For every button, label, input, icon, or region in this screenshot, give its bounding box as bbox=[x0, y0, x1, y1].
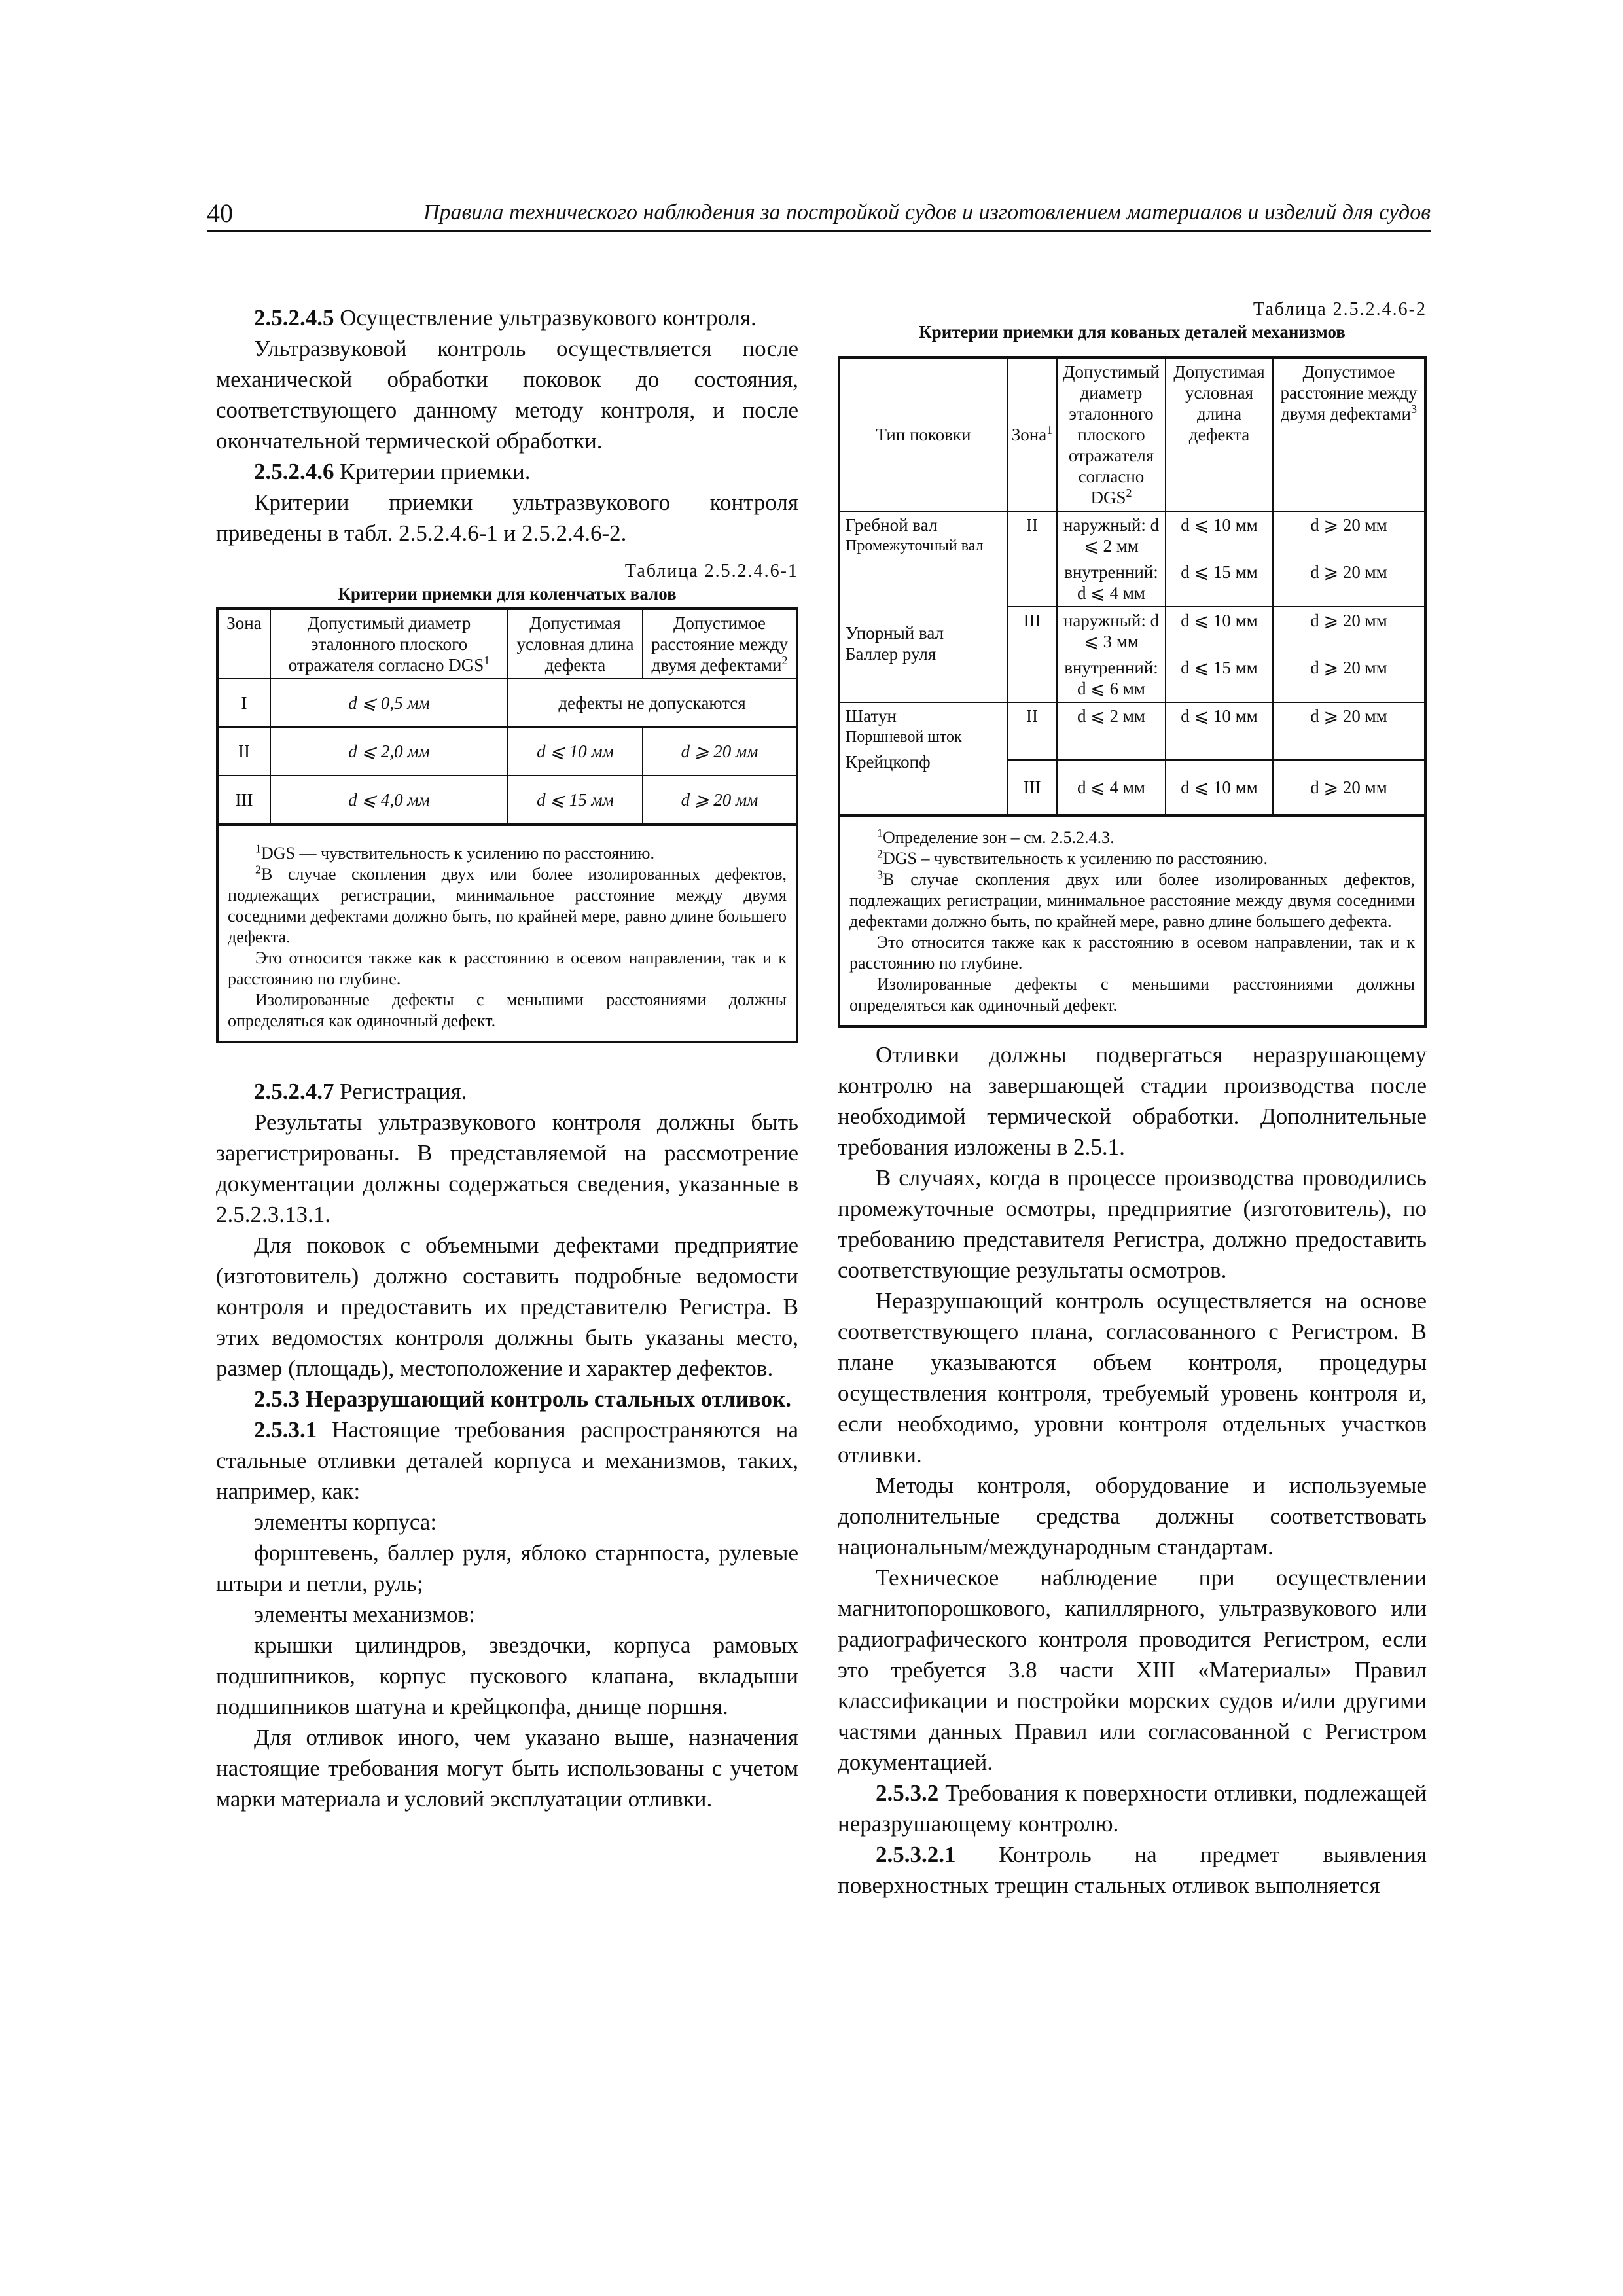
table-row bbox=[840, 607, 1424, 655]
section-title: Осуществление ультразвукового контроля. bbox=[334, 305, 757, 331]
section-heading bbox=[216, 1076, 798, 1107]
cell-length: d ⩽ 10 мм bbox=[508, 727, 643, 776]
footnote-text: В случае скопления двух или более изолированных дефектов, подлежащих регистрации, минимальное расстояние между двумя соседними дефектами должно быть, по крайней мере, равно длине большего дефекта. bbox=[228, 865, 787, 946]
cell-distance: d ⩾ 20 мм bbox=[1273, 607, 1424, 655]
section-number: 2.5.2.4.6 bbox=[254, 459, 334, 484]
table-1 bbox=[216, 607, 798, 1043]
cell-zone: II bbox=[1007, 702, 1057, 760]
header-length: Допустимая условная длина дефекта bbox=[1166, 359, 1273, 511]
type-label: Шатун bbox=[846, 706, 897, 726]
section-number: 2.5.3.1 bbox=[254, 1417, 317, 1443]
footnote-mark: 3 bbox=[877, 868, 883, 882]
cell-distance: d ⩾ 20 мм bbox=[643, 727, 796, 776]
cell-distance: d ⩾ 20 мм bbox=[1273, 702, 1424, 760]
cell-length: d ⩽ 15 мм bbox=[508, 776, 643, 824]
footnote-mark: 1 bbox=[877, 826, 883, 840]
cell-zone: III bbox=[1007, 607, 1057, 702]
table-row bbox=[840, 702, 1424, 760]
footnote: Это относится также как к расстоянию в осевом направлении, так и к расстоянию по глубине. bbox=[228, 948, 787, 988]
type-label: Баллер руля bbox=[846, 644, 936, 664]
footnote-mark: 1 bbox=[255, 842, 261, 855]
cell-distance: d ⩾ 20 мм bbox=[1273, 760, 1424, 815]
header-distance-text: Допустимое расстояние между двумя дефектами bbox=[1280, 362, 1418, 423]
cell-diameter: d ⩽ 4,0 мм bbox=[270, 776, 508, 824]
table-row bbox=[219, 776, 796, 824]
paragraph: Неразрушающий контроль осуществляется на основе соответствующего плана, согласованного с Регистром. В плане указываются объем контроля, процедуры осуществления контроля, требуемый уровень контроля и, если необходимо, уровни контроля отдельных участков отливки. bbox=[838, 1288, 1427, 1467]
paragraph: Для поковок с объемными дефектами предприятие (изготовитель) должно составить подробные ведомости контроля и предоставить их представителю Регистра. В этих ведомостях контроля должны быть указаны место, размер (площадь), местоположение и характер дефектов. bbox=[216, 1232, 798, 1381]
cell-merged: дефекты не допускаются bbox=[508, 679, 796, 727]
footnote-ref: 1 bbox=[1046, 423, 1053, 437]
type-label: Промежуточный вал bbox=[846, 537, 984, 554]
footnote-text: Определение зон – см. 2.5.2.4.3. bbox=[883, 828, 1115, 847]
cell-distance: d ⩾ 20 мм bbox=[1273, 511, 1424, 559]
paragraph: Отливки должны подвергаться неразрушающему контролю на завершающей стадии производства после необходимой термической обработки. Дополнительные требования изложены в 2.5.1. bbox=[838, 1042, 1427, 1160]
cell-length: d ⩽ 10 мм bbox=[1166, 702, 1273, 760]
table-notes bbox=[840, 816, 1424, 1025]
table-1-grid bbox=[219, 610, 796, 825]
cell-diameter: наружный: d ⩽ 2 мм bbox=[1057, 511, 1166, 559]
footnote bbox=[228, 864, 787, 948]
cell-length: d ⩽ 10 мм bbox=[1166, 511, 1273, 559]
cell-zone: III bbox=[1007, 760, 1057, 815]
cell-type bbox=[840, 702, 1007, 815]
cell-diameter: d ⩽ 2,0 мм bbox=[270, 727, 508, 776]
header-distance bbox=[1273, 359, 1424, 511]
header-type: Тип поковки bbox=[840, 359, 1007, 511]
section-text: Требования к поверхности отливки, подлежащей неразрушающему контролю. bbox=[838, 1780, 1427, 1837]
footnote bbox=[849, 848, 1415, 869]
paragraph: Для отливок иного, чем указано выше, назначения настоящие требования могут быть использованы с учетом марки материала и условий эксплуатации отливки. bbox=[216, 1725, 798, 1812]
footnote-text: DGS – чувствительность к усилению по расстоянию. bbox=[883, 849, 1268, 868]
footnote: Это относится также как к расстоянию в осевом направлении, так и к расстоянию по глубине. bbox=[849, 933, 1415, 973]
table-2-grid bbox=[840, 359, 1424, 816]
paragraph: Методы контроля, оборудование и используемые дополнительные средства должны соответствовать национальным/международным стандартам. bbox=[838, 1473, 1427, 1560]
table-header-row bbox=[840, 359, 1424, 511]
paragraph: Результаты ультразвукового контроля должны быть зарегистрированы. В представляемой на рассмотрение документации должны содержаться сведения, указанные в 2.5.2.3.13.1. bbox=[216, 1109, 798, 1227]
page-header bbox=[207, 196, 1431, 232]
header-distance-text: Допустимое расстояние между двумя дефектами bbox=[651, 613, 788, 675]
table-2 bbox=[838, 356, 1427, 1028]
cell-length: d ⩽ 15 мм bbox=[1166, 655, 1273, 702]
list-item: элементы корпуса: bbox=[254, 1509, 437, 1535]
paragraph: Критерии приемки ультразвукового контроля приведены в табл. 2.5.2.4.6-1 и 2.5.2.4.6-2. bbox=[216, 490, 798, 546]
cell-distance: d ⩾ 20 мм bbox=[1273, 559, 1424, 607]
section-heading bbox=[838, 1778, 1427, 1839]
footnote bbox=[849, 869, 1415, 932]
cell-diameter: наружный: d ⩽ 3 мм bbox=[1057, 607, 1166, 655]
section-heading bbox=[216, 302, 798, 333]
table-row bbox=[219, 727, 796, 776]
section-text: Контроль на предмет выявления поверхностных трещин стальных отливок выполняется bbox=[838, 1842, 1427, 1898]
cell-zone: II bbox=[1007, 511, 1057, 607]
cell-zone: II bbox=[219, 727, 270, 776]
section-heading bbox=[216, 1414, 798, 1507]
table-title: Критерии приемки для коленчатых валов bbox=[338, 584, 677, 603]
paragraph: Ультразвуковой контроль осуществляется после механической обработки поковок до состояния, соответствующего данному методу контроля, и после окончательной термической обработки. bbox=[216, 336, 798, 454]
section-heading bbox=[216, 456, 798, 487]
header-zone-text: Зона bbox=[1011, 425, 1047, 444]
section-number: 2.5.3.2.1 bbox=[876, 1842, 956, 1867]
cell-diameter: внутренний: d ⩽ 6 мм bbox=[1057, 655, 1166, 702]
footnote-ref: 2 bbox=[1126, 486, 1132, 499]
footnote-mark: 2 bbox=[255, 863, 261, 876]
header-diameter bbox=[270, 610, 508, 679]
table-notes bbox=[219, 825, 796, 1041]
footnote-ref: 2 bbox=[781, 654, 788, 667]
page-number: 40 bbox=[207, 198, 233, 228]
table-caption: Таблица 2.5.2.4.6-2 bbox=[1253, 299, 1427, 319]
table-row bbox=[219, 679, 796, 727]
footnote-text: DGS — чувствительность к усилению по расстоянию. bbox=[261, 844, 654, 863]
cell-diameter: d ⩽ 0,5 мм bbox=[270, 679, 508, 727]
list-item: элементы механизмов: bbox=[254, 1602, 475, 1627]
table-header-row bbox=[219, 610, 796, 679]
type-label: Поршневой шток bbox=[846, 728, 962, 745]
header-diameter-text: Допустимый диаметр эталонного плоского отражателя согласно DGS bbox=[288, 613, 484, 675]
section-number: 2.5.2.4.5 bbox=[254, 305, 334, 331]
section-text: Настоящие требования распространяются на стальные отливки деталей корпуса и механизмов, таких, например, как: bbox=[216, 1417, 798, 1504]
paragraph: В случаях, когда в процессе производства проводились промежуточные осмотры, предприятие (изготовитель), по требованию представителя Регистра, должно предоставить соответствующие результаты осмотров. bbox=[838, 1165, 1427, 1283]
cell-diameter: d ⩽ 2 мм bbox=[1057, 702, 1166, 760]
cell-type bbox=[840, 511, 1007, 607]
header-distance bbox=[643, 610, 796, 679]
type-label: Гребной вал bbox=[846, 515, 938, 535]
section-number: 2.5.3.2 bbox=[876, 1780, 939, 1806]
section-title: Критерии приемки. bbox=[334, 459, 531, 484]
table-row bbox=[840, 511, 1424, 559]
cell-length: d ⩽ 10 мм bbox=[1166, 607, 1273, 655]
list-item: форштевень, баллер руля, яблоко старнпоста, рулевые штыри и петли, руль; bbox=[216, 1540, 798, 1596]
cell-zone: I bbox=[219, 679, 270, 727]
header-length: Допустимая условная длина дефекта bbox=[508, 610, 643, 679]
cell-diameter: внутренний: d ⩽ 4 мм bbox=[1057, 559, 1166, 607]
header-diameter-text: Допустимый диаметр эталонного плоского отражателя согласно DGS bbox=[1063, 362, 1160, 507]
cell-diameter: d ⩽ 4 мм bbox=[1057, 760, 1166, 815]
list-item: крышки цилиндров, звездочки, корпуса рамовых подшипников, корпус пускового клапана, вкладыши подшипников шатуна и крейцкопфа, днище поршня. bbox=[216, 1632, 798, 1719]
footnote-text: В случае скопления двух или более изолированных дефектов, подлежащих регистрации, минимальное расстояние между двумя соседними дефектами должно быть, по крайней мере, равно длине большего дефекта. bbox=[849, 870, 1415, 931]
table-title: Критерии приемки для кованых деталей механизмов bbox=[919, 322, 1346, 342]
header-zone bbox=[1007, 359, 1057, 511]
footnote-ref: 3 bbox=[1410, 403, 1417, 416]
cell-zone: III bbox=[219, 776, 270, 824]
footnote-ref: 1 bbox=[484, 654, 490, 667]
header-zone: Зона bbox=[219, 610, 270, 679]
footnote bbox=[228, 843, 787, 864]
running-title: Правила технического наблюдения за постройкой судов и изготовлением материалов и изделий для судов bbox=[423, 200, 1431, 224]
footnote: Изолированные дефекты с меньшими расстояниями должны определяться как одиночный дефект. bbox=[228, 990, 787, 1030]
cell-length: d ⩽ 15 мм bbox=[1166, 559, 1273, 607]
cell-distance: d ⩾ 20 мм bbox=[1273, 655, 1424, 702]
footnote bbox=[849, 827, 1415, 848]
header-diameter bbox=[1057, 359, 1166, 511]
table-caption: Таблица 2.5.2.4.6-1 bbox=[624, 561, 798, 581]
section-heading bbox=[838, 1839, 1427, 1901]
section-title: Регистрация. bbox=[334, 1079, 467, 1104]
right-column bbox=[838, 299, 1427, 1901]
footnote: Изолированные дефекты с меньшими расстояниями должны определяться как одиночный дефект. bbox=[849, 975, 1415, 1014]
type-label: Крейцкопф bbox=[846, 752, 931, 772]
left-column bbox=[216, 302, 798, 1814]
section-heading: 2.5.3 Неразрушающий контроль стальных отливок. bbox=[254, 1386, 791, 1412]
paragraph: Техническое наблюдение при осуществлении магнитопорошкового, капиллярного, ультразвукового или радиографического контроля проводится Регистром, если это требуется 3.8 части XIII «Материалы» Правил классификации и постройки морских судов и/или другими частями данных Правил или согласованной с Регистром документацией. bbox=[838, 1565, 1427, 1775]
type-label: Упорный вал bbox=[846, 623, 944, 643]
cell-type bbox=[840, 607, 1007, 702]
section-number: 2.5.2.4.7 bbox=[254, 1079, 334, 1104]
cell-length: d ⩽ 10 мм bbox=[1166, 760, 1273, 815]
footnote-mark: 2 bbox=[877, 847, 883, 861]
cell-distance: d ⩾ 20 мм bbox=[643, 776, 796, 824]
